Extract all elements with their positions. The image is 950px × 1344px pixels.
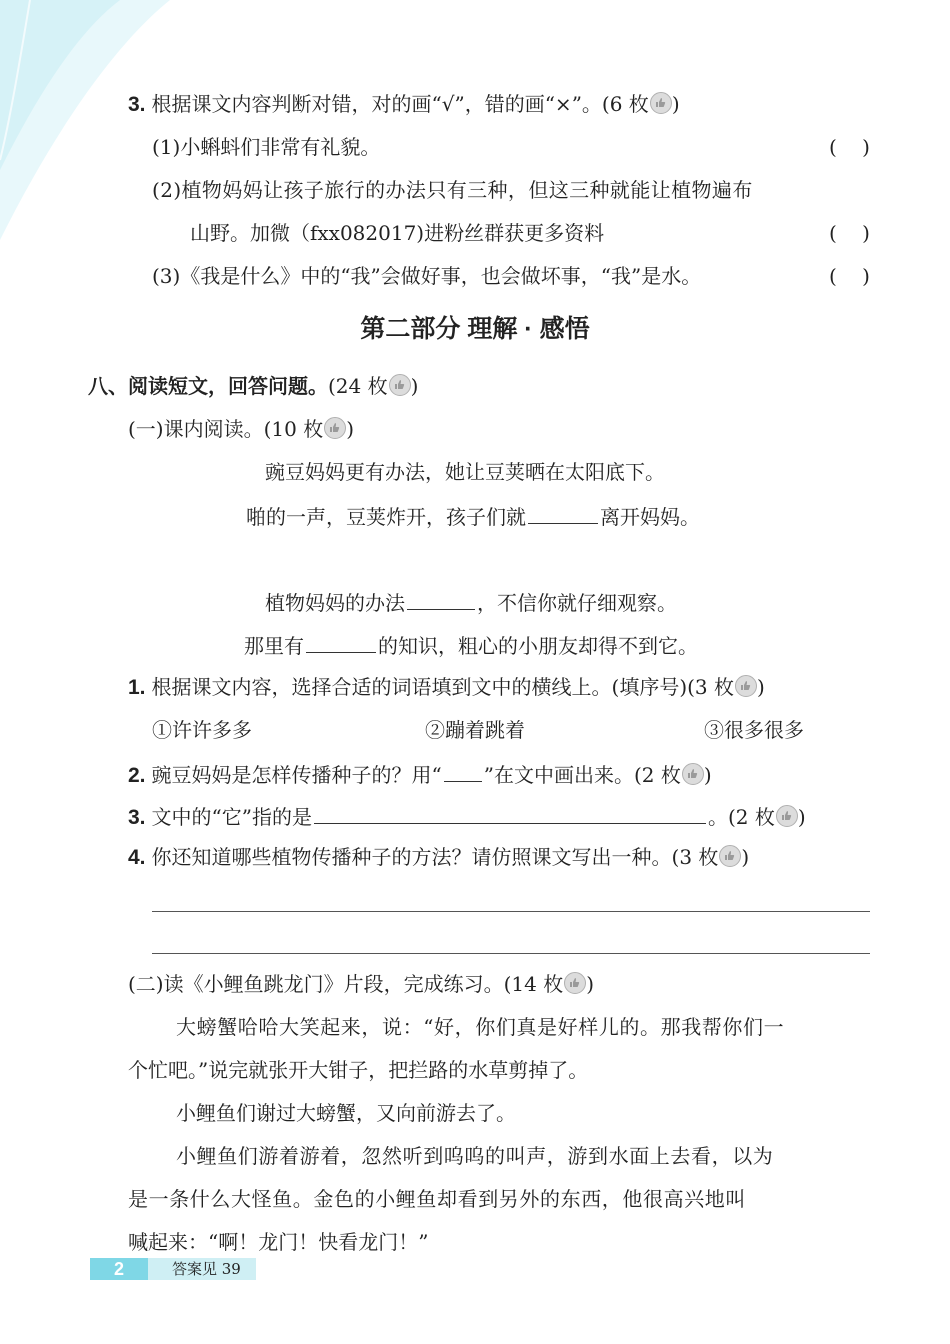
judge-item-2: (2)植物妈妈让孩子旅行的办法只有三种，但这三种就能让植物遍布	[152, 178, 753, 202]
thumbs-up-icon	[564, 972, 586, 994]
judge-item-1: (1)小蝌蚪们非常有礼貌。	[152, 135, 381, 159]
poem-line-2: 啪的一声，豆荚炸开，孩子们就 离开妈妈。	[246, 501, 700, 531]
q8-title: 八、阅读短文，回答问题。	[88, 376, 328, 398]
passage-line-4: 小鲤鱼们游着游着，忽然听到呜呜的叫声，游到水面上去看，以为	[176, 1144, 774, 1168]
question-text: 根据课文内容判断对错，对的画“√”，错的画“×”。(6 枚	[151, 92, 649, 116]
answer-line-1[interactable]	[152, 911, 870, 912]
part2-heading: (二)读《小鲤鱼跳龙门》片段，完成练习。(14 枚 )	[128, 972, 595, 996]
fill-blank[interactable]	[407, 587, 475, 610]
question-8-heading: 八、阅读短文，回答问题。(24 枚 )	[88, 374, 419, 398]
question-3-top: 3. 根据课文内容判断对错，对的画“√”，错的画“×”。(6 枚 )	[128, 92, 680, 116]
poem-line-1: 豌豆妈妈更有办法，她让豆荚晒在太阳底下。	[265, 460, 665, 484]
fill-blank[interactable]	[528, 501, 598, 524]
answer-line-2[interactable]	[152, 953, 870, 954]
section-title: 第二部分 理解 · 感悟	[360, 315, 590, 343]
sub-question-4: 4. 你还知道哪些植物传播种子的方法？请仿照课文写出一种。(3 枚 )	[128, 845, 750, 869]
thumbs-up-icon	[324, 417, 346, 439]
sub-question-3: 3. 文中的“它”指的是 。(2 枚 )	[128, 801, 806, 832]
thumbs-up-icon	[719, 845, 741, 867]
underline-sample	[444, 759, 482, 782]
footer-answer-ref: 答案见 39	[148, 1258, 256, 1280]
passage-line-5: 是一条什么大怪鱼。金色的小鲤鱼却看到另外的东西，他很高兴地叫	[128, 1187, 746, 1211]
judge-item-2-cont	[190, 219, 604, 247]
sub-question-1: 1. 根据课文内容，选择合适的词语填到文中的横线上。(填序号)(3 枚 )	[128, 675, 765, 699]
option-2: ②蹦着跳着	[425, 718, 525, 742]
thumbs-up-icon	[650, 92, 672, 114]
thumbs-up-icon	[735, 675, 757, 697]
passage-line-6: 喊起来：“啊！龙门！快看龙门！”	[128, 1230, 429, 1254]
question-number: 3.	[128, 93, 146, 116]
fill-blank[interactable]	[306, 630, 376, 653]
judge-item-2-text: 山野。加微（fxx082017)进粉丝群获更多资料	[190, 221, 605, 245]
thumbs-up-icon	[682, 763, 704, 785]
answer-blank[interactable]	[314, 801, 706, 824]
thumbs-up-icon	[776, 805, 798, 827]
answer-paren-1[interactable]: ( )	[828, 135, 870, 159]
passage-line-2: 个忙吧。”说完就张开大钳子，把拦路的水草剪掉了。	[128, 1058, 589, 1082]
sub-question-2: 2. 豌豆妈妈是怎样传播种子的？用“ ”在文中画出来。(2 枚 )	[128, 759, 712, 790]
answer-paren-2[interactable]: ( )	[828, 221, 870, 245]
thumbs-up-icon	[389, 374, 411, 396]
option-3: ③很多很多	[704, 718, 804, 742]
poem-line-3: 植物妈妈的办法 ，不信你就仔细观察。	[265, 587, 677, 617]
option-1: ①许许多多	[152, 718, 252, 742]
answer-paren-3[interactable]: ( )	[828, 264, 870, 288]
poem-line-4: 那里有 的知识，粗心的小朋友却得不到它。	[244, 630, 698, 660]
judge-item-3: (3)《我是什么》中的“我”会做好事，也会做坏事，“我”是水。	[152, 264, 702, 288]
passage-line-1: 大螃蟹哈哈大笑起来，说：“好，你们真是好样儿的。那我帮你们一	[176, 1015, 785, 1039]
part1-heading: (一)课内阅读。(10 枚 )	[128, 417, 355, 441]
corner-decoration	[0, 0, 170, 240]
passage-line-3: 小鲤鱼们谢过大螃蟹，又向前游去了。	[176, 1101, 516, 1125]
page-number: 2	[90, 1258, 148, 1280]
q8-score: (24 枚	[328, 374, 388, 398]
